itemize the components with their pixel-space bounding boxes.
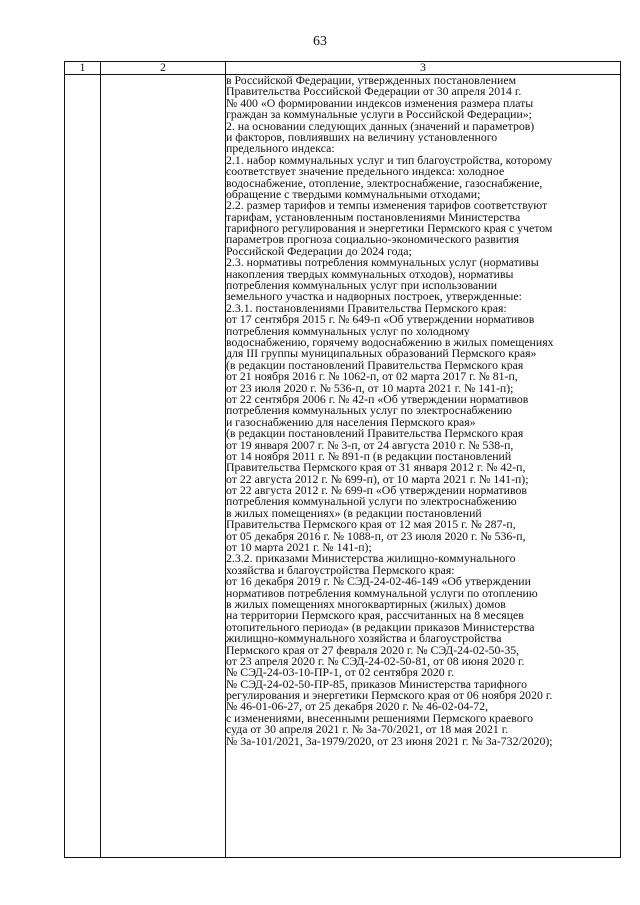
column-header-2: 2 xyxy=(101,62,226,75)
cell-col-1 xyxy=(65,75,101,858)
text-line: потребления коммунальных услуг по электроснабжению xyxy=(226,405,512,417)
text-line: от 14 ноября 2011 г. № 891-п (в редакции постановлений xyxy=(226,450,512,463)
text-line: от 19 января 2007 г. № 3-п, от 24 августа 2010 г. № 538-п, xyxy=(226,439,514,451)
column-header-3: 3 xyxy=(226,62,621,75)
text-line: и газоснабжению для населения Пермского края» xyxy=(226,416,476,429)
text-line: тарифам, установленным постановлениями Министерства xyxy=(226,211,521,224)
text-line: с изменениями, внесенными решениями Пермского краевого xyxy=(226,712,534,725)
text-line: Пермского края от 27 февраля 2020 г. № СЭД-24-02-50-35, xyxy=(226,644,520,656)
text-line: жилищно-коммунального хозяйства и благоустройства xyxy=(226,633,502,645)
text-line: для III группы муниципальных образований Пермского края» xyxy=(226,348,537,360)
text-line: в Российской Федерации, утвержденных постановлением xyxy=(226,75,517,87)
text-line: накопления твердых коммунальных отходов), нормативы xyxy=(226,268,514,281)
text-line: нормативов потребления коммунальной услуги по отоплению xyxy=(226,587,538,599)
text-line: 2.1. набор коммунальных услуг и тип благоустройства, которому xyxy=(226,154,553,167)
text-line: соответствует значение предельного индекса: холодное xyxy=(226,166,505,178)
page-number: 63 xyxy=(313,34,327,49)
text-line: Правительства Российской Федерации от 30 апреля 2014 г. xyxy=(226,86,522,98)
text-line: потребления коммунальных услуг по холодному xyxy=(226,325,470,337)
text-line: № СЭД-24-03-10-ПР-1, от 02 сентября 2020 г. xyxy=(226,667,455,679)
table-header-row xyxy=(65,62,621,75)
text-line: № 3а-101/2021, 3а-1979/2020, от 23 июня 2021 г. № 3а-732/2020); xyxy=(226,735,553,748)
text-line: от 17 сентября 2015 г. № 649-п «Об утверждении нормативов xyxy=(226,314,535,326)
text-line: (в редакции постановлений Правительства Пермского края xyxy=(226,428,524,440)
text-line: потребления коммунальных услуг при использовании xyxy=(226,280,498,292)
text-line: от 21 ноября 2016 г. № 1062-п, от 02 марта 2017 г. № 81-п, xyxy=(226,371,518,383)
text-line: от 05 декабря 2016 г. № 1088-п, от 23 июля 2020 г. № 536-п, xyxy=(226,530,526,543)
text-line: от 23 июля 2020 г. № 536-п, от 10 марта 2021 г. № 141-п); xyxy=(226,382,514,394)
text-line: земельного участка и надворных построек, утвержденные: xyxy=(226,291,522,303)
column-header-1: 1 xyxy=(65,62,101,75)
text-line: в жилых помещениях» (в редакции постановлений xyxy=(226,507,482,520)
text-line: тарифного регулирования и энергетики Пермского края с учетом xyxy=(226,223,553,235)
text-line: (в редакции постановлений Правительства Пермского края xyxy=(226,359,524,372)
text-line: потребления коммунальной услуги по электроснабжению xyxy=(226,496,517,508)
text-line: Правительства Пермского края от 12 мая 2015 г. № 287-п, xyxy=(226,519,516,531)
cell-col-2 xyxy=(101,75,226,858)
text-line: обращение с твердыми коммунальными отходами; xyxy=(226,188,481,201)
text-line: 2.2. размер тарифов и темпы изменения тарифов соответствуют xyxy=(226,200,548,212)
text-line: № 400 «О формировании индексов изменения размера платы xyxy=(226,97,534,110)
text-line: от 10 марта 2021 г. № 141-п); xyxy=(226,542,372,554)
text-line: 2.3. нормативы потребления коммунальных услуг (нормативы xyxy=(226,257,539,269)
text-line: отопительного периода» (в редакции приказов Министерства xyxy=(226,621,535,634)
text-line: 2.3.1. постановлениями Правительства Пермского края: xyxy=(226,302,507,315)
text-line: суда от 30 апреля 2021 г. № 3а-70/2021, от 18 мая 2021 г. xyxy=(226,724,509,736)
text-line: регулирования и энергетики Пермского края от 06 ноября 2020 г. xyxy=(226,690,553,702)
text-line: Правительства Пермского края от 31 января 2012 г. № 42-п, xyxy=(226,462,526,474)
table-row xyxy=(65,75,621,858)
text-line: на территории Пермского края, рассчитанных на 8 месяцев xyxy=(226,610,524,622)
text-line: параметров прогноза социально-экономического развития xyxy=(226,234,520,246)
text-line: предельного индекса: xyxy=(226,143,335,155)
text-line: № 46-01-06-27, от 25 декабря 2020 г. № 46-02-04-72, xyxy=(226,701,489,713)
cell-col-3-text xyxy=(226,75,621,858)
text-line: Российской Федерации до 2024 года; xyxy=(226,245,412,258)
text-line: водоснабжение, отопление, электроснабжение, газоснабжение, xyxy=(226,177,543,189)
text-line: граждан за коммунальные услуги в Российской Федерации»; xyxy=(226,109,532,121)
text-line: от 23 апреля 2020 г. № СЭД-24-02-50-81, от 08 июня 2020 г. xyxy=(226,655,525,668)
text-line: от 22 августа 2012 г. № 699-п), от 10 марта 2021 г. № 141-п); xyxy=(226,473,529,486)
text-line: 2.3.2. приказами Министерства жилищно-коммунального xyxy=(226,553,516,565)
text-line: хозяйства и благоустройства Пермского края: xyxy=(226,564,455,577)
text-line: водоснабжению, горячему водоснабжению в жилых помещениях xyxy=(226,336,554,349)
text-line: и факторов, повлиявших на величину установленного xyxy=(226,131,498,144)
text-line: от 22 сентября 2006 г. № 42-п «Об утверждении нормативов xyxy=(226,393,529,406)
text-line: № СЭД-24-02-50-ПР-85, приказов Министерства тарифного xyxy=(226,678,528,691)
text-line: в жилых помещениях многоквартирных (жилых) домов xyxy=(226,598,506,611)
text-line: 2. на основании следующих данных (значений и параметров) xyxy=(226,120,535,132)
text-line: от 22 августа 2012 г. № 699-п «Об утверждении нормативов xyxy=(226,485,527,497)
document-table xyxy=(64,61,621,858)
text-line: от 16 декабря 2019 г. № СЭД-24-02-46-149 «Об утверждении xyxy=(226,576,531,588)
